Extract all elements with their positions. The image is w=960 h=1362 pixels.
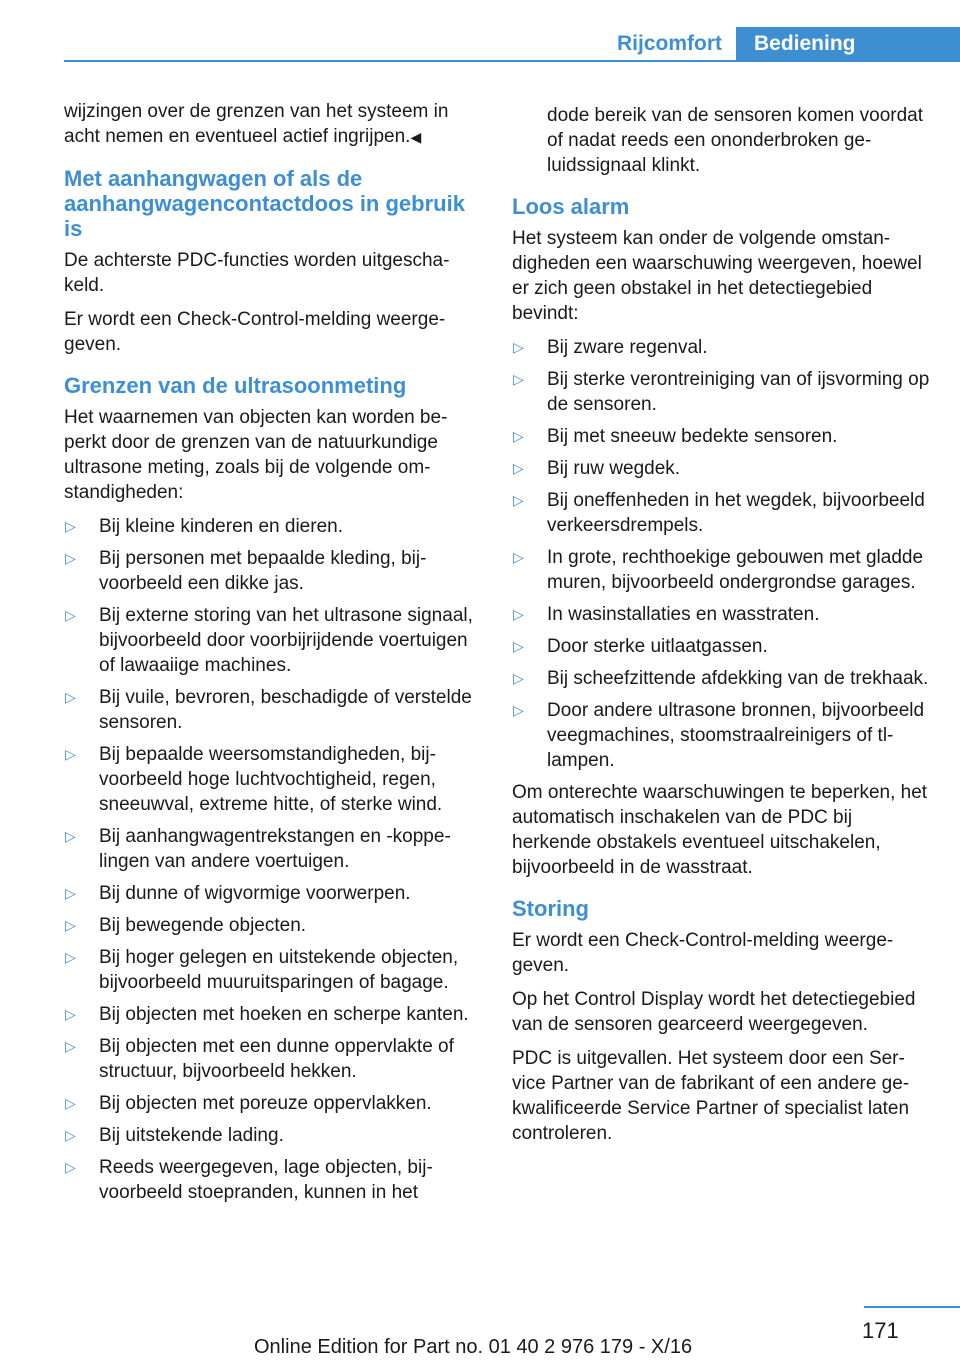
list-item [64,881,480,906]
list-item-text: Door sterke uitlaatgassen. [547,636,768,657]
list-item-text: Bij scheefzittende afdekking van de trekhaak. [547,668,929,689]
list-item-text: Bij met sneeuw bedekte sensoren. [547,426,838,447]
bullet-triangle-icon: ▷ [65,1095,76,1111]
heading-false-alarm: Loos alarm [512,194,630,219]
paragraph-limits: Het waarnemen van objecten kan worden beperkt door de grenzen van de natuurkundige ultrasone meting, zoals bij de volgende omstandigheden: [64,407,448,503]
bullet-triangle-icon: ▷ [513,428,524,444]
heading-limits: Grenzen van de ultrasoonmeting [64,373,407,398]
list-item-text: Bij bepaalde weersomstandigheden, bijvoorbeeld hoge luchtvochtigheid, regen, sneeuwval, extreme hitte, of sterke wind. [99,744,443,815]
paragraph-false-alarm: Het systeem kan onder de volgende omstandigheden een waarschuwing weergeven, hoewel er zich geen obstakel in het detectiegebied bevindt: [512,228,922,324]
bullet-triangle-icon: ▷ [65,746,76,762]
list-item-text: Bij oneffenheden in het wegdek, bijvoorbeeld verkeersdrempels. [547,490,925,536]
chapter-tab[interactable]: Bediening [736,27,960,62]
bullet-triangle-icon: ▷ [65,518,76,534]
list-item [512,424,932,449]
continued-list-item-text: dode bereik van de sensoren komen voordat of nadat reeds een ononderbroken geluidssignaal klinkt. [547,105,924,176]
list-item-text: Bij externe storing van het ultrasone signaal, bijvoorbeeld door voorbijrijdende voertuigen of lawaaiige machines. [99,605,473,676]
bullet-triangle-icon: ▷ [513,492,524,508]
list-item-text: Bij uitstekende lading. [99,1125,284,1146]
list-item [64,1091,480,1116]
left-column [64,99,480,1212]
list-item [64,1002,480,1027]
bullet-triangle-icon: ▷ [513,549,524,565]
list-item [512,666,932,691]
bullet-triangle-icon: ▷ [65,1038,76,1054]
footer-rule [864,1306,960,1308]
list-item-text: Bij objecten met hoeken en scherpe kanten. [99,1004,469,1025]
false-alarm-list [512,335,932,773]
intro-text: wijzingen over de grenzen van het systeem in acht nemen en eventueel actief ingrijpen. [64,101,449,147]
list-item [64,742,480,817]
list-item [64,1123,480,1148]
list-item-text: Bij bewegende objecten. [99,915,307,936]
bullet-triangle-icon: ▷ [65,949,76,965]
intro-paragraph [64,99,480,150]
list-item [512,602,932,627]
list-item-text: Bij hoger gelegen en uitstekende objecten, bijvoorbeeld muuruitsparingen of bagage. [99,947,459,993]
bullet-triangle-icon: ▷ [513,702,524,718]
list-item [512,488,932,538]
paragraph-trailer-1: De achterste PDC-functies worden uitgeschakeld. [64,250,450,296]
list-item [512,698,932,773]
limits-list [64,514,480,1205]
list-item-text: In wasinstallaties en wasstraten. [547,604,820,625]
bullet-triangle-icon: ▷ [65,1159,76,1175]
bullet-triangle-icon: ▷ [513,460,524,476]
paragraph-avoid-warnings: Om onterechte waarschuwingen te beperken, het automatisch inschakelen van de PDC bij herkende obstakels eventueel uitschakelen, bijvoorbeeld in de wasstraat. [512,782,928,878]
list-item [512,634,932,659]
heading-trailer: Met aanhangwagen of als de aanhangwagencontactdoos in gebruik is [64,166,465,241]
list-item-text: Bij vuile, bevroren, beschadigde of verstelde sensoren. [99,687,472,733]
list-item [64,945,480,995]
list-item [64,546,480,596]
list-item [512,335,932,360]
right-column [512,103,932,1155]
bullet-triangle-icon: ▷ [65,607,76,623]
list-item [64,1034,480,1084]
bullet-triangle-icon: ▷ [513,606,524,622]
list-item-text: In grote, rechthoekige gebouwen met gladde muren, bijvoorbeeld ondergrondse garages. [547,547,924,593]
list-item-text: Bij dunne of wigvormige voorwerpen. [99,883,411,904]
list-item-text: Reeds weergegeven, lage objecten, bijvoorbeeld stoepranden, kunnen in het [99,1157,433,1203]
bullet-triangle-icon: ▷ [65,689,76,705]
list-item-text: Bij ruw wegdek. [547,458,681,479]
paragraph-fault-2: Op het Control Display wordt het detectiegebied van de sensoren gearceerd weergegeven. [512,989,916,1035]
bullet-triangle-icon: ▷ [65,1127,76,1143]
list-item [512,456,932,481]
bullet-triangle-icon: ▷ [513,670,524,686]
section-tab[interactable]: Rijcomfort [617,32,722,55]
list-item [64,1155,480,1205]
list-item-text: Bij personen met bepaalde kleding, bijvoorbeeld een dikke jas. [99,548,427,594]
list-item-text: Bij sterke verontreiniging van of ijsvorming op de sensoren. [547,369,930,415]
list-item [64,603,480,678]
paragraph-trailer-2: Er wordt een Check-Control-melding weergegeven. [64,309,446,355]
list-item [64,913,480,938]
bullet-triangle-icon: ▷ [65,885,76,901]
edition-note: Online Edition for Part no. 01 40 2 976 179 - X/16 [254,1336,693,1358]
list-item-text: Bij zware regenval. [547,337,708,358]
bullet-triangle-icon: ▷ [65,917,76,933]
list-item [512,367,932,417]
list-item [64,514,480,539]
list-item-text: Door andere ultrasone bronnen, bijvoorbeeld veegmachines, stoomstraalreinigers of tl-lampen. [547,700,925,771]
heading-fault: Storing [512,896,589,921]
list-item [512,545,932,595]
bullet-triangle-icon: ▷ [65,550,76,566]
list-item-text: Bij aanhangwagentrekstangen en -koppelingen van andere voertuigen. [99,826,451,872]
paragraph-fault-1: Er wordt een Check-Control-melding weergegeven. [512,930,894,976]
bullet-triangle-icon: ▷ [513,638,524,654]
bullet-triangle-icon: ▷ [513,371,524,387]
bullet-triangle-icon: ▷ [513,339,524,355]
list-item-text: Bij objecten met poreuze oppervlakken. [99,1093,432,1114]
bullet-triangle-icon: ▷ [65,1006,76,1022]
list-item-text: Bij objecten met een dunne oppervlakte of structuur, bijvoorbeeld hekken. [99,1036,454,1082]
end-marker-icon: ◀ [410,129,422,145]
list-item-text: Bij kleine kinderen en dieren. [99,516,343,537]
page-number: 171 [862,1318,899,1343]
paragraph-fault-3: PDC is uitgevallen. Het systeem door een Service Partner van de fabrikant of een andere gekwalificeerde Service Partner of specialist laten controleren. [512,1048,910,1144]
list-item [64,685,480,735]
bullet-triangle-icon: ▷ [65,828,76,844]
list-item [64,824,480,874]
